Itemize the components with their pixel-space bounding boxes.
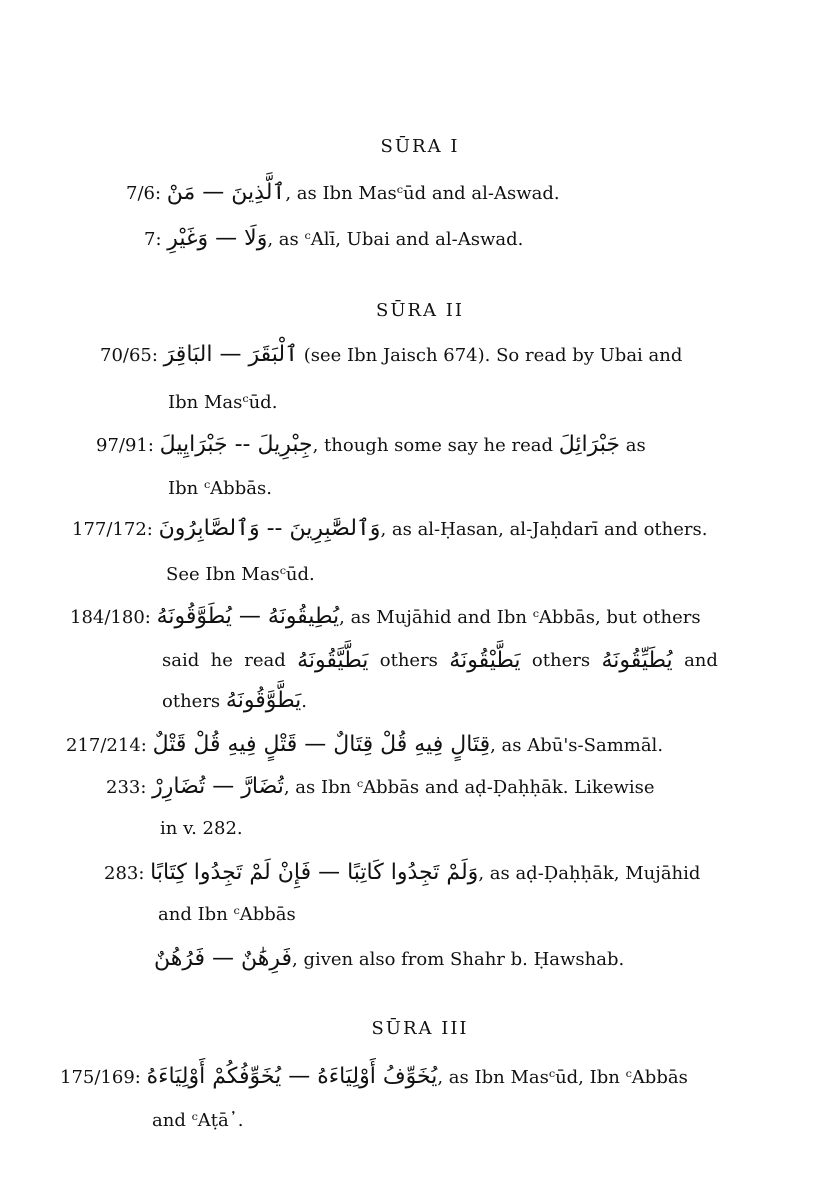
entry-text: (see Ibn Jaisch 674). So read by Ubai and [297, 345, 683, 366]
entry-2-3-cont: See Ibn Masᶜūd. [166, 564, 315, 585]
entry-1-1 [126, 180, 560, 207]
arabic-variant: قِتَالٍ فِيهِ قُلْ قِتَالٌ — قَتْلٍ فِيهِ قُلْ قَتْلٌ [152, 732, 491, 757]
arabic-variant: جِبْرِيلَ -- جَبْرَايِيلَ [159, 432, 313, 457]
arabic-variant: فَرِهَٰنٌ — فَرُهُنٌ [154, 946, 292, 971]
entry-2-4 [70, 604, 701, 631]
word: others [379, 650, 438, 671]
arabic-variant: وَلَمْ تَجِدُوا كَاتِبًا — فَإِنْ لَمْ تَجِدُوا كِتَابًا [150, 860, 479, 885]
verse-ref: 283: [104, 863, 145, 884]
entry-text: , as Mujāhid and Ibn ᶜAbbās, but others [339, 607, 701, 628]
sura-3-heading: SŪRA III [371, 1018, 469, 1039]
entry-2-6-cont: in v. 282. [160, 818, 243, 839]
entry-2-4-cont2 [162, 688, 307, 715]
verse-ref: 217/214: [66, 735, 147, 756]
arabic-variant: يَطَّيْقُونَهُ [449, 648, 521, 673]
arabic-variant: تُضَارَّ — تُضَارِرْ [152, 774, 284, 799]
entry-text: , given also from Shahr b. Ḥawshab. [292, 949, 625, 970]
arabic-variant: يُطِيقُونَهُ — يُطَوَّقُونَهُ [156, 604, 340, 629]
entry-2-1 [100, 342, 682, 369]
entry-2-7-cont: and Ibn ᶜAbbās [158, 904, 296, 925]
arabic-variant: وَلَا — وَغَيْرِ [167, 226, 268, 251]
arabic-variant: ٱلَّذِينَ — مَنْ [166, 180, 286, 205]
word: and [684, 650, 718, 671]
entry-2-1-cont: Ibn Masᶜūd. [168, 392, 278, 413]
entry-2-8 [154, 946, 624, 973]
entry-2-5 [66, 732, 663, 759]
arabic-variant: يَطَّيَّقُونَهُ [297, 648, 369, 673]
entry-2-6 [106, 774, 655, 801]
verse-ref: 97/91: [96, 435, 154, 456]
word: he [210, 650, 233, 671]
punct: . [301, 691, 307, 712]
entry-text: , as al-Ḥasan, al-Jaḥdarī and others. [380, 519, 708, 540]
arabic-variant: وَٱلصَّٰبِرِينَ -- وَٱلصَّابِرُونَ [158, 516, 381, 541]
verse-ref: 184/180: [70, 607, 151, 628]
word: said [162, 650, 200, 671]
entry-text: , as aḍ-Ḍaḥḥāk, Mujāhid [478, 863, 701, 884]
entry-2-2-cont: Ibn ᶜAbbās. [168, 478, 272, 499]
arabic-variant: يَطَّوَّقُونَهُ [225, 688, 302, 713]
entry-2-4-cont [162, 648, 718, 674]
word: others [531, 650, 591, 671]
arabic-variant-alt: جَبْرَائِلَ [558, 432, 621, 457]
entry-3-1 [60, 1064, 688, 1091]
word: read [244, 650, 286, 671]
entry-2-3 [72, 516, 707, 543]
verse-ref: 7/6: [126, 183, 162, 204]
entry-text: , as Ibn ᶜAbbās and aḍ-Ḍaḥḥāk. Likewise [283, 777, 655, 798]
entry-text: , as Ibn Masᶜūd, Ibn ᶜAbbās [437, 1067, 688, 1088]
verse-ref: 70/65: [100, 345, 158, 366]
entry-text: , as Abū's-Sammāl. [490, 735, 664, 756]
verse-ref: 175/169: [60, 1067, 141, 1088]
sura-1-heading: SŪRA I [380, 136, 460, 157]
sura-2-heading: SŪRA II [376, 300, 464, 321]
entry-2-7 [104, 860, 700, 887]
arabic-variant: يُطَيِّقُونَهُ [601, 648, 673, 673]
word: others [162, 691, 221, 712]
verse-ref: 233: [106, 777, 147, 798]
verse-ref: 7: [144, 229, 162, 250]
entry-text: , as Ibn Masᶜūd and al-Aswad. [285, 183, 560, 204]
entry-text-end: as [625, 435, 646, 456]
entry-text: , though some say he read [312, 435, 553, 456]
entry-3-1-cont: and ᶜAṭā᾽. [152, 1110, 244, 1131]
verse-ref: 177/172: [72, 519, 153, 540]
entry-text: , as ᶜAlī, Ubai and al-Aswad. [267, 229, 524, 250]
entry-2-2 [96, 432, 646, 459]
entry-1-2 [144, 226, 523, 253]
arabic-variant: يُخَوِّفُ أَوْلِيَاءَهُ — يُخَوِّفُكُمْ أَوْلِيَاءَهُ [146, 1064, 438, 1089]
arabic-variant: ٱلْبَقَرَ — البَاقِرَ [163, 342, 298, 367]
